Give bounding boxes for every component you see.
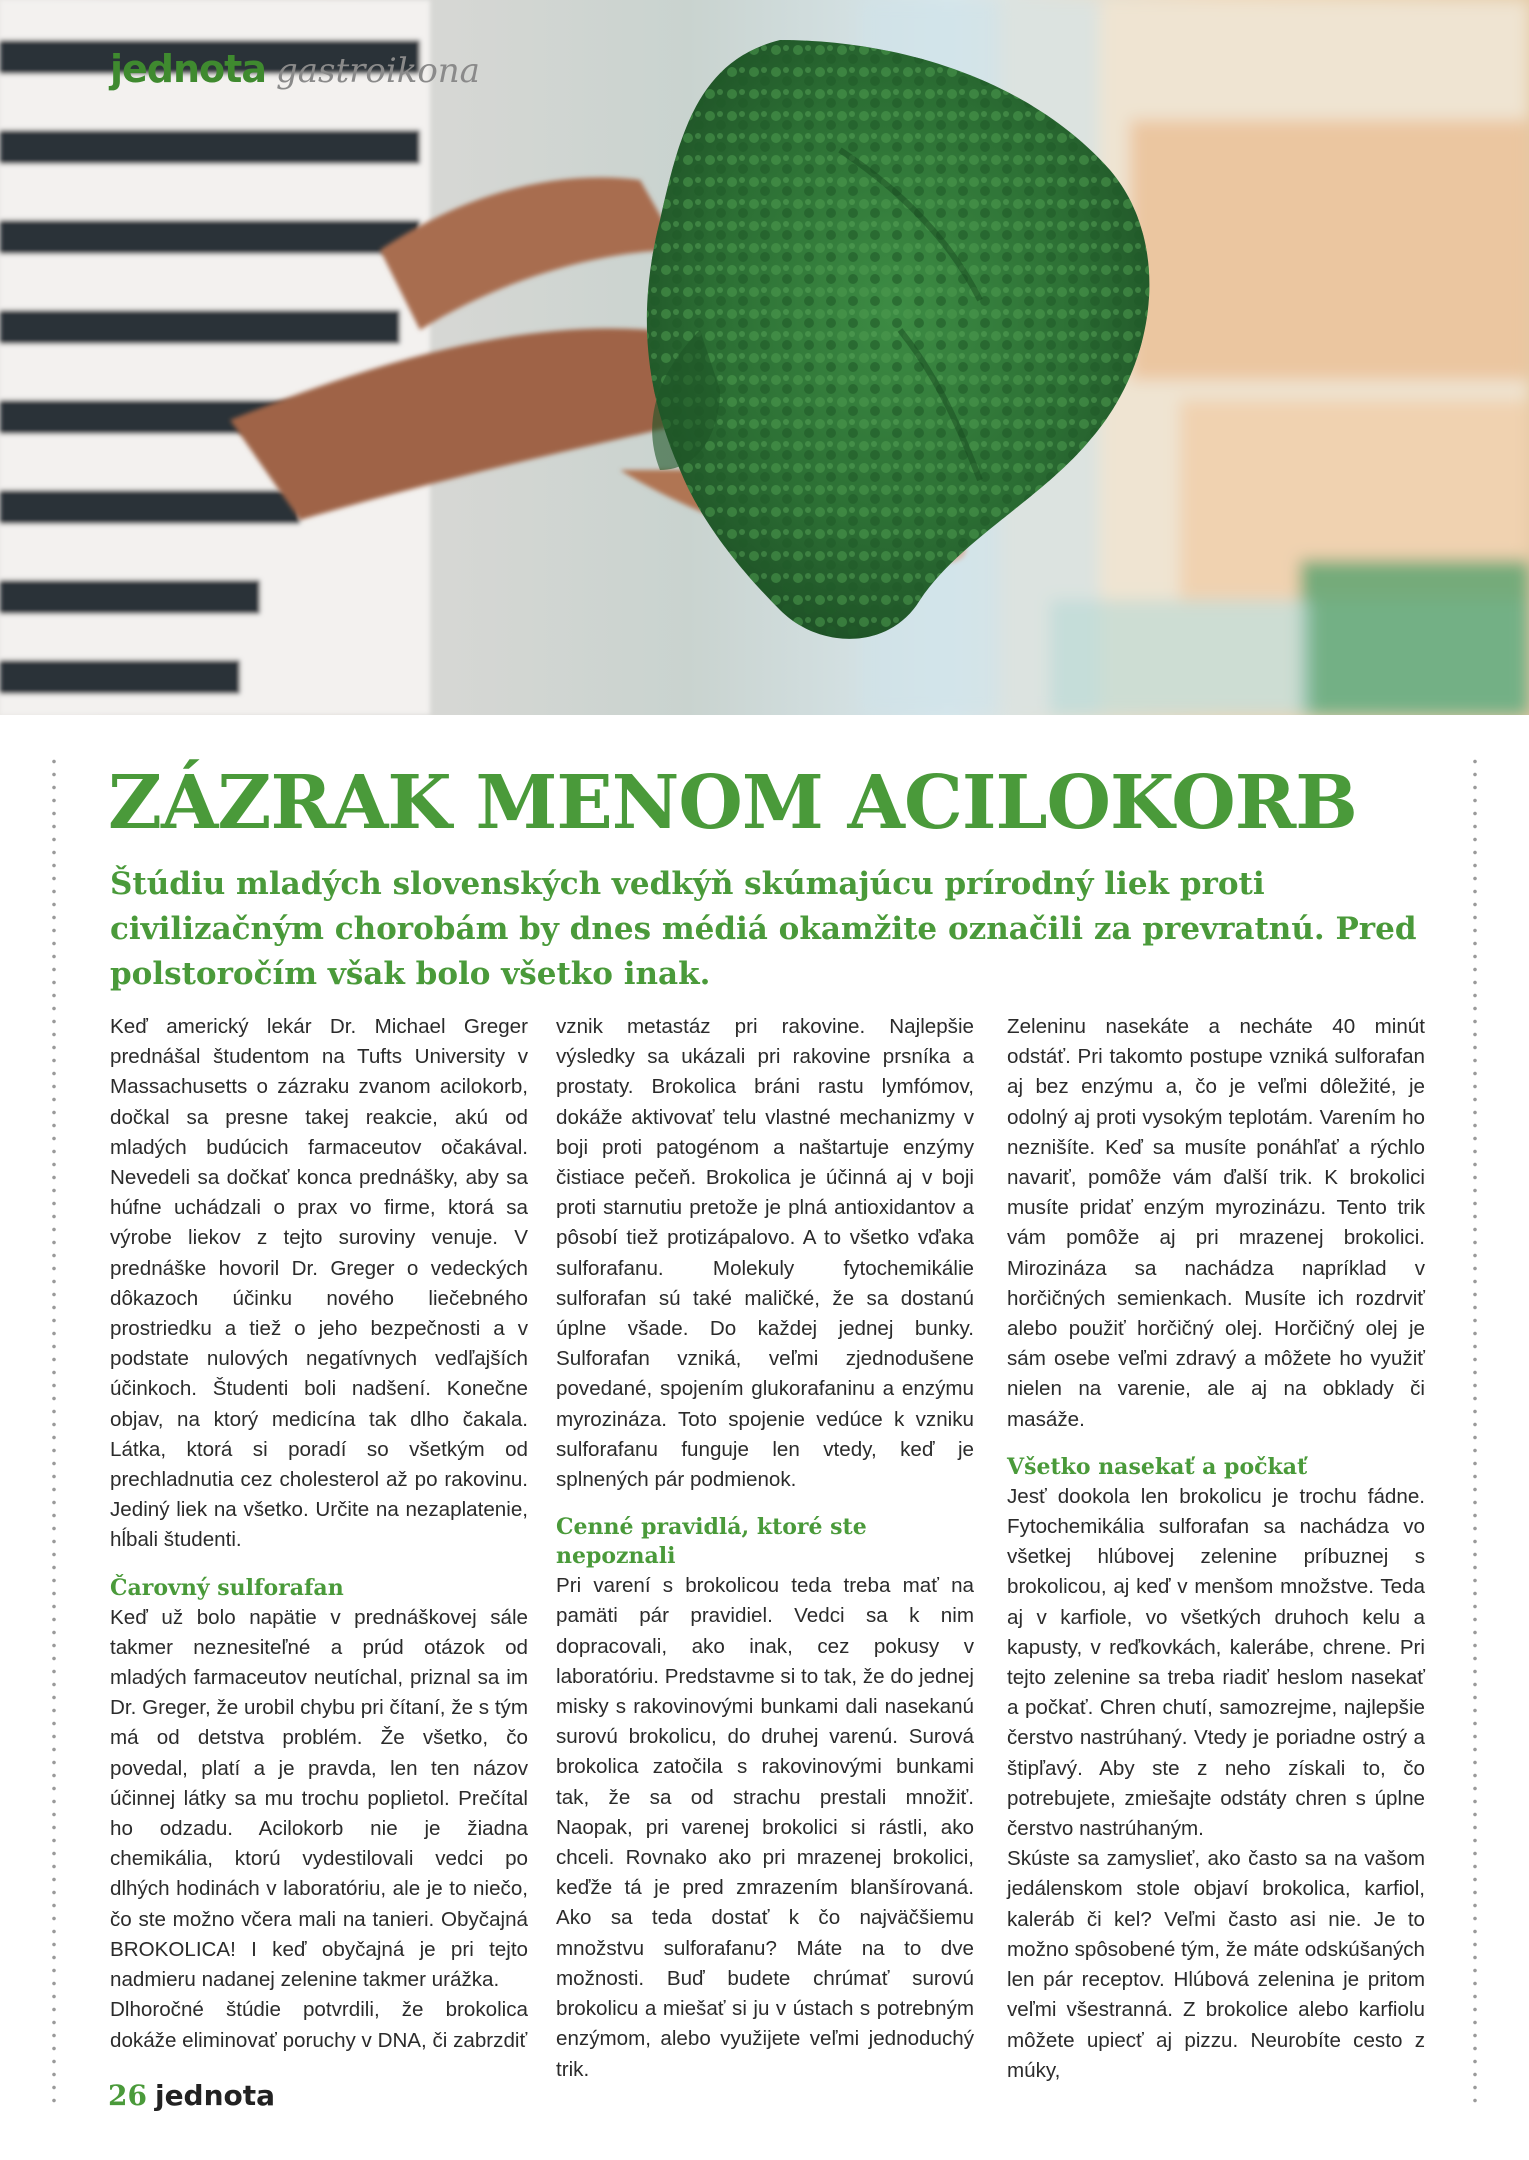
broccoli-photo-illustration	[0, 0, 1529, 715]
brand-logo: jednota	[110, 47, 266, 91]
paragraph: Jesť dookola len brokolicu je trochu fádne. Fytochemikália sulforafan sa nachádza vo všetkej hlúbovej zelenine príbuznej s brokolicou, aj keď v menšom množstve. Teda aj v karfiole, vo všetkých druhoch kelu a kapusty, v reďkovkách, kalerábe, chrene. Pri tejto zelenine sa treba riadiť heslom nasekať a počkať. Chren chutí, samozrejme, najlepšie čerstvo nastrúhaný. Vtedy je poriadne ostrý a štipľavý. Aby ste z neho získali to, čo potrebujete, zmiešajte odstáty chren s úplne čerstvo nastrúhaným.	[1007, 1484, 1425, 1841]
text-column-1	[110, 1012, 528, 2056]
text-column-2	[556, 1012, 974, 2085]
article-title: ZÁZRAK MENOM ACILOKORB	[108, 760, 1357, 846]
subheading: Čarovný sulforafan	[110, 1574, 344, 1601]
article-lead: Štúdiu mladých slovenských vedkýň skúmajúcu prírodný liek proti civilizačným chorobám by dnes médiá okamžite označili za prevratnú. Pred polstoročím však bolo všetko inak.	[110, 866, 1417, 992]
paragraph: Keď americký lekár Dr. Michael Greger prednášal študentom na Tufts University v Massachusetts o zázraku zvanom acilokorb, dočkal sa presne takej reakcie, akú od mladých budúcich farmaceutov očakával. Nevedeli sa dočkať konca prednášky, aby sa húfne uchádzali o prax vo firme, ktorá sa výrobe liekov z tejto suroviny venuje. V prednáške hovoril Dr. Greger o vedeckých dôkazoch účinku nového liečebného prostriedku a tiež o jeho bezpečnosti a v podstate nulových negatívnych vedľajších účinkoch. Študenti boli nadšení. Konečne objav, na ktorý medicína tak dlho čakala. Látka, ktorá si poradí so všetkým od prechladnutia cez cholesterol až po rakovinu. Jediný liek na všetko. Určite na nezaplatenie, hĺbali študenti.	[110, 1015, 528, 1552]
text-column-3	[1007, 1012, 1425, 2086]
paragraph: vznik metastáz pri rakovine. Najlepšie výsledky sa ukázali pri rakovine prsníka a prostaty. Brokolica bráni rastu lymfómov, dokáže aktivovať telu vlastné mechanizmy v boji proti patogénom a naštartuje enzýmy čistiace pečeň. Brokolica je účinná aj v boji proti starnutiu pretože je plná antioxidantov a pôsobí tiež protizápalovo. A to všetko vďaka sulforafanu. Molekuly fytochemikálie sulforafan sú také maličké, že sa dostanú úplne všade. Do každej jednej bunky. Sulforafan vzniká, veľmi zjednodušene povedané, spojením glukorafaninu a enzýmu myrozináza. Toto spojenie vedúce k vzniku sulforafanu funguje len vtedy, keď je splnených pár podmienok.	[556, 1015, 974, 1492]
subheading: Všetko nasekať a počkať	[1007, 1453, 1308, 1480]
header-brand	[110, 47, 480, 91]
paragraph: Dlhoročné štúdie potvrdili, že brokolica dokáže eliminovať poruchy v DNA, či zabrzdiť	[110, 1998, 528, 2052]
dotted-border-right	[1473, 755, 1477, 2110]
hero-photo	[0, 0, 1529, 715]
paragraph: Keď už bolo napätie v prednáškovej sále takmer neznesiteľné a prúd otázok od mladých farmaceutov neutíchal, priznal sa im Dr. Greger, že urobil chybu pri čítaní, že s tým má od detstva problém. Že všetko, čo povedal, platí a je pravda, len ten názov účinnej látky sa mu trochu poplietol. Prečítal ho odzadu. Acilokorb nie je žiadna chemikália, ktorú vydestilovali vedci po dlhých hodinách v laboratóriu, ale je to niečo, čo ste možno včera mali na tanieri. Obyčajná BROKOLICA! I keď obyčajná je pri tejto nadmieru nadanej zelenine takmer urážka.	[110, 1605, 528, 1992]
paragraph: Zeleninu nasekáte a necháte 40 minút odstáť. Pri takomto postupe vzniká sulforafan aj bez enzýmu a, čo je veľmi dôležité, je odolný aj proti vysokým teplotám. Varením ho neznišíte. Keď sa musíte ponáhľať a rýchlo navariť, pomôže vám ďalší trik. K brokolici musíte pridať enzým myrozinázu. Tento trik vám pomôže aj pri mrazenej brokolici. Mirozináza sa nachádza napríklad v horčičných semienkach. Musíte ich rozdrviť alebo použiť horčičný olej. Horčičný olej je sám osebe veľmi zdravý a môžete ho využiť nielen na varenie, ale aj na obklady či masáže.	[1007, 1015, 1425, 1431]
dotted-border-left	[52, 755, 56, 2110]
page-footer	[108, 2079, 276, 2112]
page-number: 26	[108, 2079, 147, 2112]
paragraph: Skúste sa zamyslieť, ako často sa na vašom jedálenskom stole objaví brokolica, karfiol, kaleráb či kel? Veľmi často asi nie. Je to možno spôsobené tým, že máte odskúšaných len pár receptov. Hlúbová zelenina je pritom veľmi všestranná. Z brokolice alebo karfiolu môžete upiecť aj pizzu. Neurobíte cesto z múky,	[1007, 1847, 1425, 2082]
subheading: Cenné pravidlá, ktoré ste nepoznali	[556, 1514, 867, 1570]
section-name: gastroikona	[275, 51, 480, 91]
footer-brand: jednota	[154, 2079, 276, 2112]
paragraph: Pri varení s brokolicou teda treba mať na pamäti pár pravidiel. Vedci sa k nim dopracovali, ako inak, cez pokusy v laboratóriu. Predstavme si to tak, že do jednej misky s rakovinovými bunkami dali nasekanú surovú brokolicu, do druhej varenú. Surová brokolica zatočila s rakovinovými bunkami tak, že sa od strachu prestali množiť. Naopak, pri varenej brokolici si rástli, ako chceli. Rovnako ako pri mrazenej brokolici, keďže tá je pred zmrazením blanšírovaná. Ako sa teda dostať k čo najväčšiemu množstvu sulforafanu? Máte na to dve možnosti. Buď budete chrúmať surovú brokolicu a miešať si ju v ústach s potrebným enzýmom, alebo využijete veľmi jednoduchý trik.	[556, 1574, 974, 2081]
